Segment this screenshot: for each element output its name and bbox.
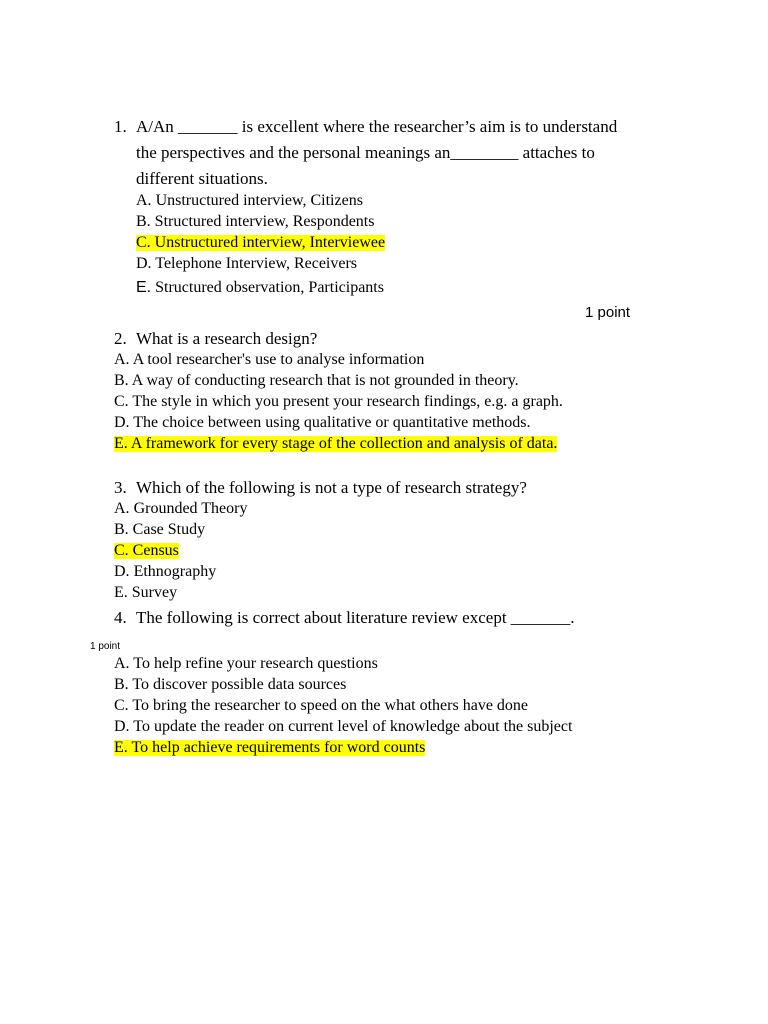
question-2-options [114,352,674,462]
points-label: 1 point [585,304,631,321]
option-b[interactable] [114,373,519,389]
option-text: Census [132,542,179,559]
option-text: To bring the researcher to speed on the what others have done [132,697,529,714]
option-text: Survey [131,584,178,601]
option-text: Unstructured interview, Interviewee [154,234,386,251]
option-c[interactable] [114,698,528,714]
option-e-highlighted[interactable] [114,436,557,452]
option-b[interactable] [136,214,374,230]
option-letter: B. [136,213,151,230]
option-c[interactable] [114,394,563,410]
option-letter: D. [114,718,130,735]
option-text: To update the reader on current level of knowledge about the subject [133,718,573,735]
option-letter: D. [136,255,152,272]
question-stem-line: What is a research design? [136,329,318,348]
option-b[interactable] [114,522,205,538]
question-number: 4. [114,608,127,627]
option-e[interactable] [114,585,177,601]
question-4-options [114,656,674,766]
option-d[interactable] [114,719,572,735]
option-letter: E. [136,279,152,296]
option-letter: B. [114,372,129,389]
option-c-highlighted[interactable] [114,543,179,559]
option-text: To help achieve requirements for word counts [131,739,426,756]
option-a[interactable] [114,501,247,517]
option-c-highlighted[interactable] [136,235,385,251]
option-letter: E. [114,739,128,756]
option-text: Grounded Theory [133,500,248,517]
option-letter: C. [136,234,151,251]
option-text: A tool researcher's use to analyse information [132,351,425,368]
option-text: To discover possible data sources [132,676,347,693]
option-letter: A. [114,351,130,368]
option-letter: C. [114,697,129,714]
option-letter: A. [114,500,130,517]
option-letter: B. [114,521,129,538]
question-stem-line: Which of the following is not a type of research strategy? [136,478,527,497]
question-stem-line: the perspectives and the personal meanings an________ attaches to [136,143,595,162]
option-letter: B. [114,676,129,693]
option-text: Case Study [132,521,206,538]
option-letter: E. [114,584,128,601]
question-4 [114,609,674,633]
question-number: 1. [114,117,127,136]
option-text: A way of conducting research that is not grounded in theory. [131,372,519,389]
option-text: Structured observation, Participants [155,279,384,296]
option-letter: A. [114,655,130,672]
option-letter: E. [114,435,128,452]
option-d[interactable] [136,256,357,272]
option-a[interactable] [114,352,424,368]
option-a[interactable] [114,656,378,672]
question-number: 3. [114,478,127,497]
option-text: To help refine your research questions [133,655,378,672]
points-label: 1 point [90,641,121,652]
option-a[interactable] [136,193,363,209]
option-text: The choice between using qualitative or quantitative methods. [133,414,531,431]
question-1 [114,117,674,321]
option-text: Ethnography [133,563,217,580]
question-stem-line: different situations. [136,169,268,188]
option-letter: D. [114,414,130,431]
question-stem-line: The following is correct about literature review except _______. [136,608,575,627]
option-text: Unstructured interview, Citizens [155,192,363,209]
option-b[interactable] [114,677,346,693]
option-letter: D. [114,563,130,580]
question-stem-line: A/An _______ is excellent where the researcher’s aim is to understand [136,117,618,136]
option-text: Structured interview, Respondents [154,213,375,230]
option-e-highlighted[interactable] [114,740,425,756]
option-text: Telephone Interview, Receivers [155,255,358,272]
option-d[interactable] [114,564,216,580]
option-d[interactable] [114,415,531,431]
option-letter: C. [114,542,129,559]
option-letter: C. [114,393,129,410]
question-3-options [114,501,674,611]
option-letter: A. [136,192,152,209]
question-number: 2. [114,329,127,348]
option-text: A framework for every stage of the collection and analysis of data. [130,435,558,452]
option-e[interactable] [136,280,384,296]
option-text: The style in which you present your research findings, e.g. a graph. [132,393,563,410]
